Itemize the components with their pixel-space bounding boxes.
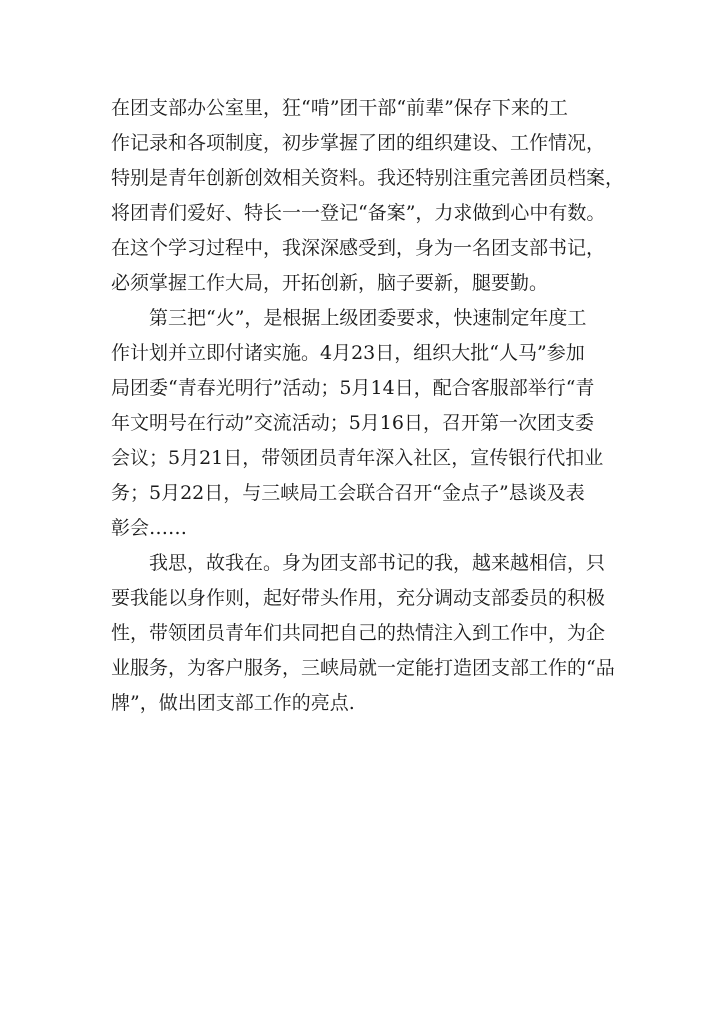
- text-line: 特别是青年创新创效相关资料。我还特别注重完善团员档案，: [111, 167, 625, 189]
- text-line: 务；5月22日，与三峡局工会联合召开“金点子”恳谈及表: [111, 482, 585, 504]
- paragraph-1: [111, 91, 631, 301]
- text-line: 必须掌握工作大局，开拓创新，脑子要新，腿要勤。: [111, 272, 549, 294]
- text-line: 在团支部办公室里，狂“啃”团干部“前辈”保存下来的工: [111, 97, 568, 119]
- text-line: 作记录和各项制度，初步掌握了团的组织建设、工作情况，: [111, 132, 606, 154]
- text-line: 在这个学习过程中，我深深感受到，身为一名团支部书记，: [111, 237, 606, 259]
- text-line: 作计划并立即付诸实施。4月23日，组织大批“人马”参加: [111, 342, 585, 364]
- paragraph-3: [111, 546, 631, 721]
- text-line: 业服务，为客户服务，三峡局就一定能打造团支部工作的“品: [111, 657, 615, 679]
- text-line: 性，带领团员青年们共同把自己的热情注入到工作中，为企: [111, 622, 606, 644]
- text-line: 彰会……: [111, 517, 188, 539]
- text-line: 我思，故我在。身为团支部书记的我，越来越相信，只: [149, 552, 606, 574]
- paragraph-2: [111, 301, 631, 546]
- text-line: 年文明号在行动”交流活动；5月16日，召开第一次团支委: [111, 412, 594, 434]
- document-body: [111, 91, 631, 721]
- text-line: 会议；5月21日，带领团员青年深入社区，宣传银行代扣业: [111, 447, 604, 469]
- text-line: 将团青们爱好、特长一一登记“备案”，力求做到心中有数。: [111, 202, 606, 224]
- text-line: 要我能以身作则，起好带头作用，充分调动支部委员的积极: [111, 587, 606, 609]
- text-line: 局团委“青春光明行”活动；5月14日，配合客服部举行“青: [111, 377, 595, 399]
- text-line: 牌”，做出团支部工作的亮点.: [111, 692, 355, 714]
- text-line: 第三把“火”，是根据上级团委要求，快速制定年度工: [149, 307, 587, 329]
